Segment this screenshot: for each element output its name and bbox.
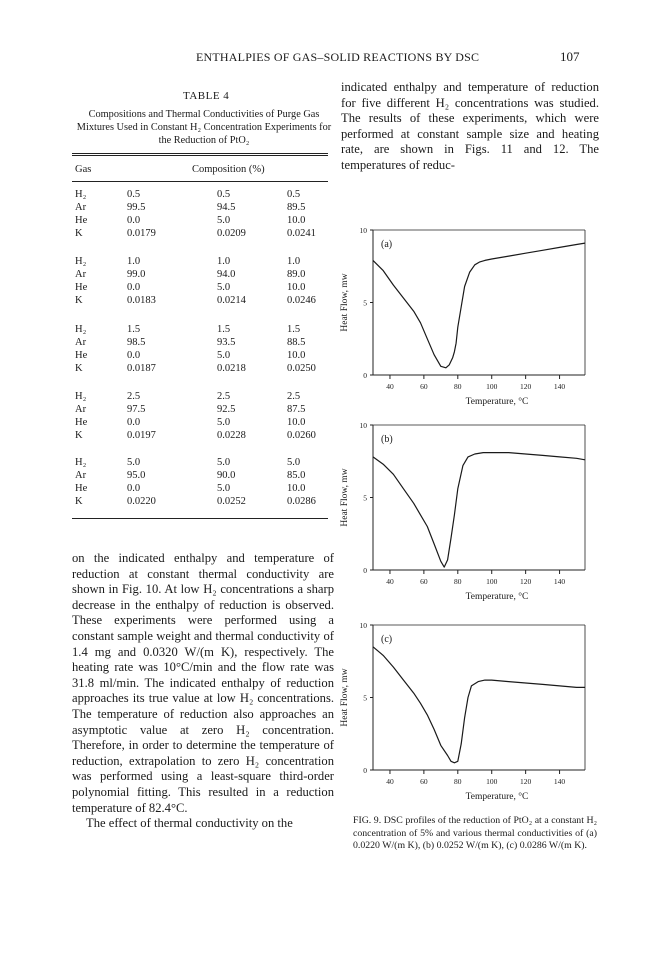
figure-caption: FIG. 9. DSC profiles of the reduction of PtO₂ at a constant H₂ concentration of 5% and various thermal conductivities of (a) 0.0220 W/(m K), (b) 0.0252 W/(m K), (c) 0.0286 W/(m K). xyxy=(353,815,597,852)
page-number: 107 xyxy=(560,49,580,64)
x-tick-label: 120 xyxy=(520,777,532,786)
y-tick-label: 10 xyxy=(359,421,367,430)
table-group-3 xyxy=(72,323,332,375)
table-row: H₂ 0.5 0.5 0.5 xyxy=(75,189,301,200)
table-row: K 0.0187 0.0218 0.0250 xyxy=(75,363,316,374)
x-tick-label: 80 xyxy=(454,577,462,586)
heat-flow-curve xyxy=(373,243,585,368)
table-group-2 xyxy=(72,255,332,307)
x-tick-label: 140 xyxy=(553,577,566,586)
table-row: Ar 99.5 94.5 89.5 xyxy=(75,202,306,213)
y-tick-label: 10 xyxy=(359,226,367,235)
x-axis-label: Temperature, °C xyxy=(465,792,529,802)
x-tick-label: 120 xyxy=(520,382,532,391)
x-tick-label: 40 xyxy=(386,382,394,391)
table-row: H₂ 2.5 2.5 2.5 xyxy=(75,391,301,402)
y-axis-label: Heat Flow, mw xyxy=(340,468,350,527)
x-tick-label: 100 xyxy=(486,382,498,391)
table-row: K 0.0179 0.0209 0.0241 xyxy=(75,228,316,239)
table-row: He 0.0 5.0 10.0 xyxy=(75,483,306,494)
y-axis-label: Heat Flow, mw xyxy=(340,273,350,332)
x-tick-label: 80 xyxy=(454,382,462,391)
table-row: K 0.0220 0.0252 0.0286 xyxy=(75,496,316,507)
body-paragraph-start: The effect of thermal conductivity on the xyxy=(86,816,293,831)
left-column-text xyxy=(72,551,334,832)
table-group-1 xyxy=(72,188,332,240)
x-tick-label: 140 xyxy=(553,382,566,391)
panel-label: (a) xyxy=(381,239,393,250)
y-tick-label: 0 xyxy=(363,766,367,775)
table-row: He 0.0 5.0 10.0 xyxy=(75,350,306,361)
table-row: Ar 95.0 90.0 85.0 xyxy=(75,470,306,481)
x-tick-label: 80 xyxy=(454,777,462,786)
x-axis-label: Temperature, °C xyxy=(465,397,529,407)
table-row: Ar 98.5 93.5 88.5 xyxy=(75,337,306,348)
y-tick-label: 10 xyxy=(359,621,367,630)
table-row: Ar 97.5 92.5 87.5 xyxy=(75,404,306,415)
table-group-5 xyxy=(72,456,332,508)
table-row: He 0.0 5.0 10.0 xyxy=(75,417,306,428)
table-bottom-rule xyxy=(72,518,328,519)
x-tick-label: 40 xyxy=(386,577,394,586)
y-tick-label: 0 xyxy=(363,566,367,575)
table-header-rule xyxy=(72,181,328,182)
table-caption: Compositions and Thermal Conductivities of Purge Gas Mixtures Used in Constant H₂ Concentration Experiments for the Reduction of PtO₂ xyxy=(76,109,332,146)
body-paragraph: on the indicated enthalpy and temperature of reduction at constant thermal conductivity are shown in Fig. 10. At low H₂ concentrations a sharp decrease in the enthalpy of reduction is observed. These experiments were performed using a constant sample weight and thermal conductivity of 1.4 mg and 0.0320 W/(m K), respectively. The heating rate was 10°C/min and the flow rate was 31.8 ml/min. The indicated enthalpy of reduction approaches its true value at low H₂ concentrations. The temperature of reduction also approaches an asymptotic value at zero H₂ concentration. Therefore, in order to determine the temperature of reduction, extrapolation to zero H₂ concentration was performed using a least-square third-order polynomial fitting. This resulted in a reduction temperature of 82.4°C. xyxy=(72,551,334,815)
table-row: H₂ 1.0 1.0 1.0 xyxy=(75,256,301,267)
table-row: He 0.0 5.0 10.0 xyxy=(75,215,306,226)
y-axis-label: Heat Flow, mw xyxy=(340,668,350,727)
x-tick-label: 40 xyxy=(386,777,394,786)
y-tick-label: 5 xyxy=(363,693,367,703)
x-tick-label: 120 xyxy=(520,577,532,586)
table-top-rule xyxy=(72,153,328,154)
x-tick-label: 60 xyxy=(420,382,428,391)
table-header-gas: Gas xyxy=(75,164,92,175)
right-column-text xyxy=(341,80,599,174)
table-row: H₂ 5.0 5.0 5.0 xyxy=(75,457,301,468)
table-row: He 0.0 5.0 10.0 xyxy=(75,282,306,293)
table-row: H₂ 1.5 1.5 1.5 xyxy=(75,324,301,335)
table-row: K 0.0197 0.0228 0.0260 xyxy=(75,430,316,441)
table-group-4 xyxy=(72,390,332,442)
table-label: TABLE 4 xyxy=(183,90,230,102)
x-tick-label: 100 xyxy=(486,577,498,586)
x-tick-label: 60 xyxy=(420,777,428,786)
x-axis-label: Temperature, °C xyxy=(465,592,529,602)
table-header-composition: Composition (%) xyxy=(192,164,265,175)
y-tick-label: 5 xyxy=(363,298,367,308)
heat-flow-curve xyxy=(373,453,585,567)
table-row: Ar 99.0 94.0 89.0 xyxy=(75,269,306,280)
y-tick-label: 5 xyxy=(363,493,367,503)
body-paragraph: indicated enthalpy and temperature of reduction for five different H₂ concentrations was studied. The results of these experiments, which were performed at constant sample size and heating rate, are shown in Figs. 11 and 12. The temperatures of reduc- xyxy=(341,80,599,172)
x-tick-label: 100 xyxy=(486,777,498,786)
x-tick-label: 60 xyxy=(420,577,428,586)
panel-label: (b) xyxy=(381,434,393,445)
table-row: K 0.0183 0.0214 0.0246 xyxy=(75,295,316,306)
heat-flow-curve xyxy=(373,647,585,763)
x-tick-label: 140 xyxy=(553,777,566,786)
y-tick-label: 0 xyxy=(363,371,367,380)
table-top-rule-2 xyxy=(72,155,328,156)
running-head-title: ENTHALPIES OF GAS–SOLID REACTIONS BY DSC xyxy=(196,50,480,64)
panel-label: (c) xyxy=(381,634,393,645)
figure-9-dsc-profiles xyxy=(335,220,607,812)
